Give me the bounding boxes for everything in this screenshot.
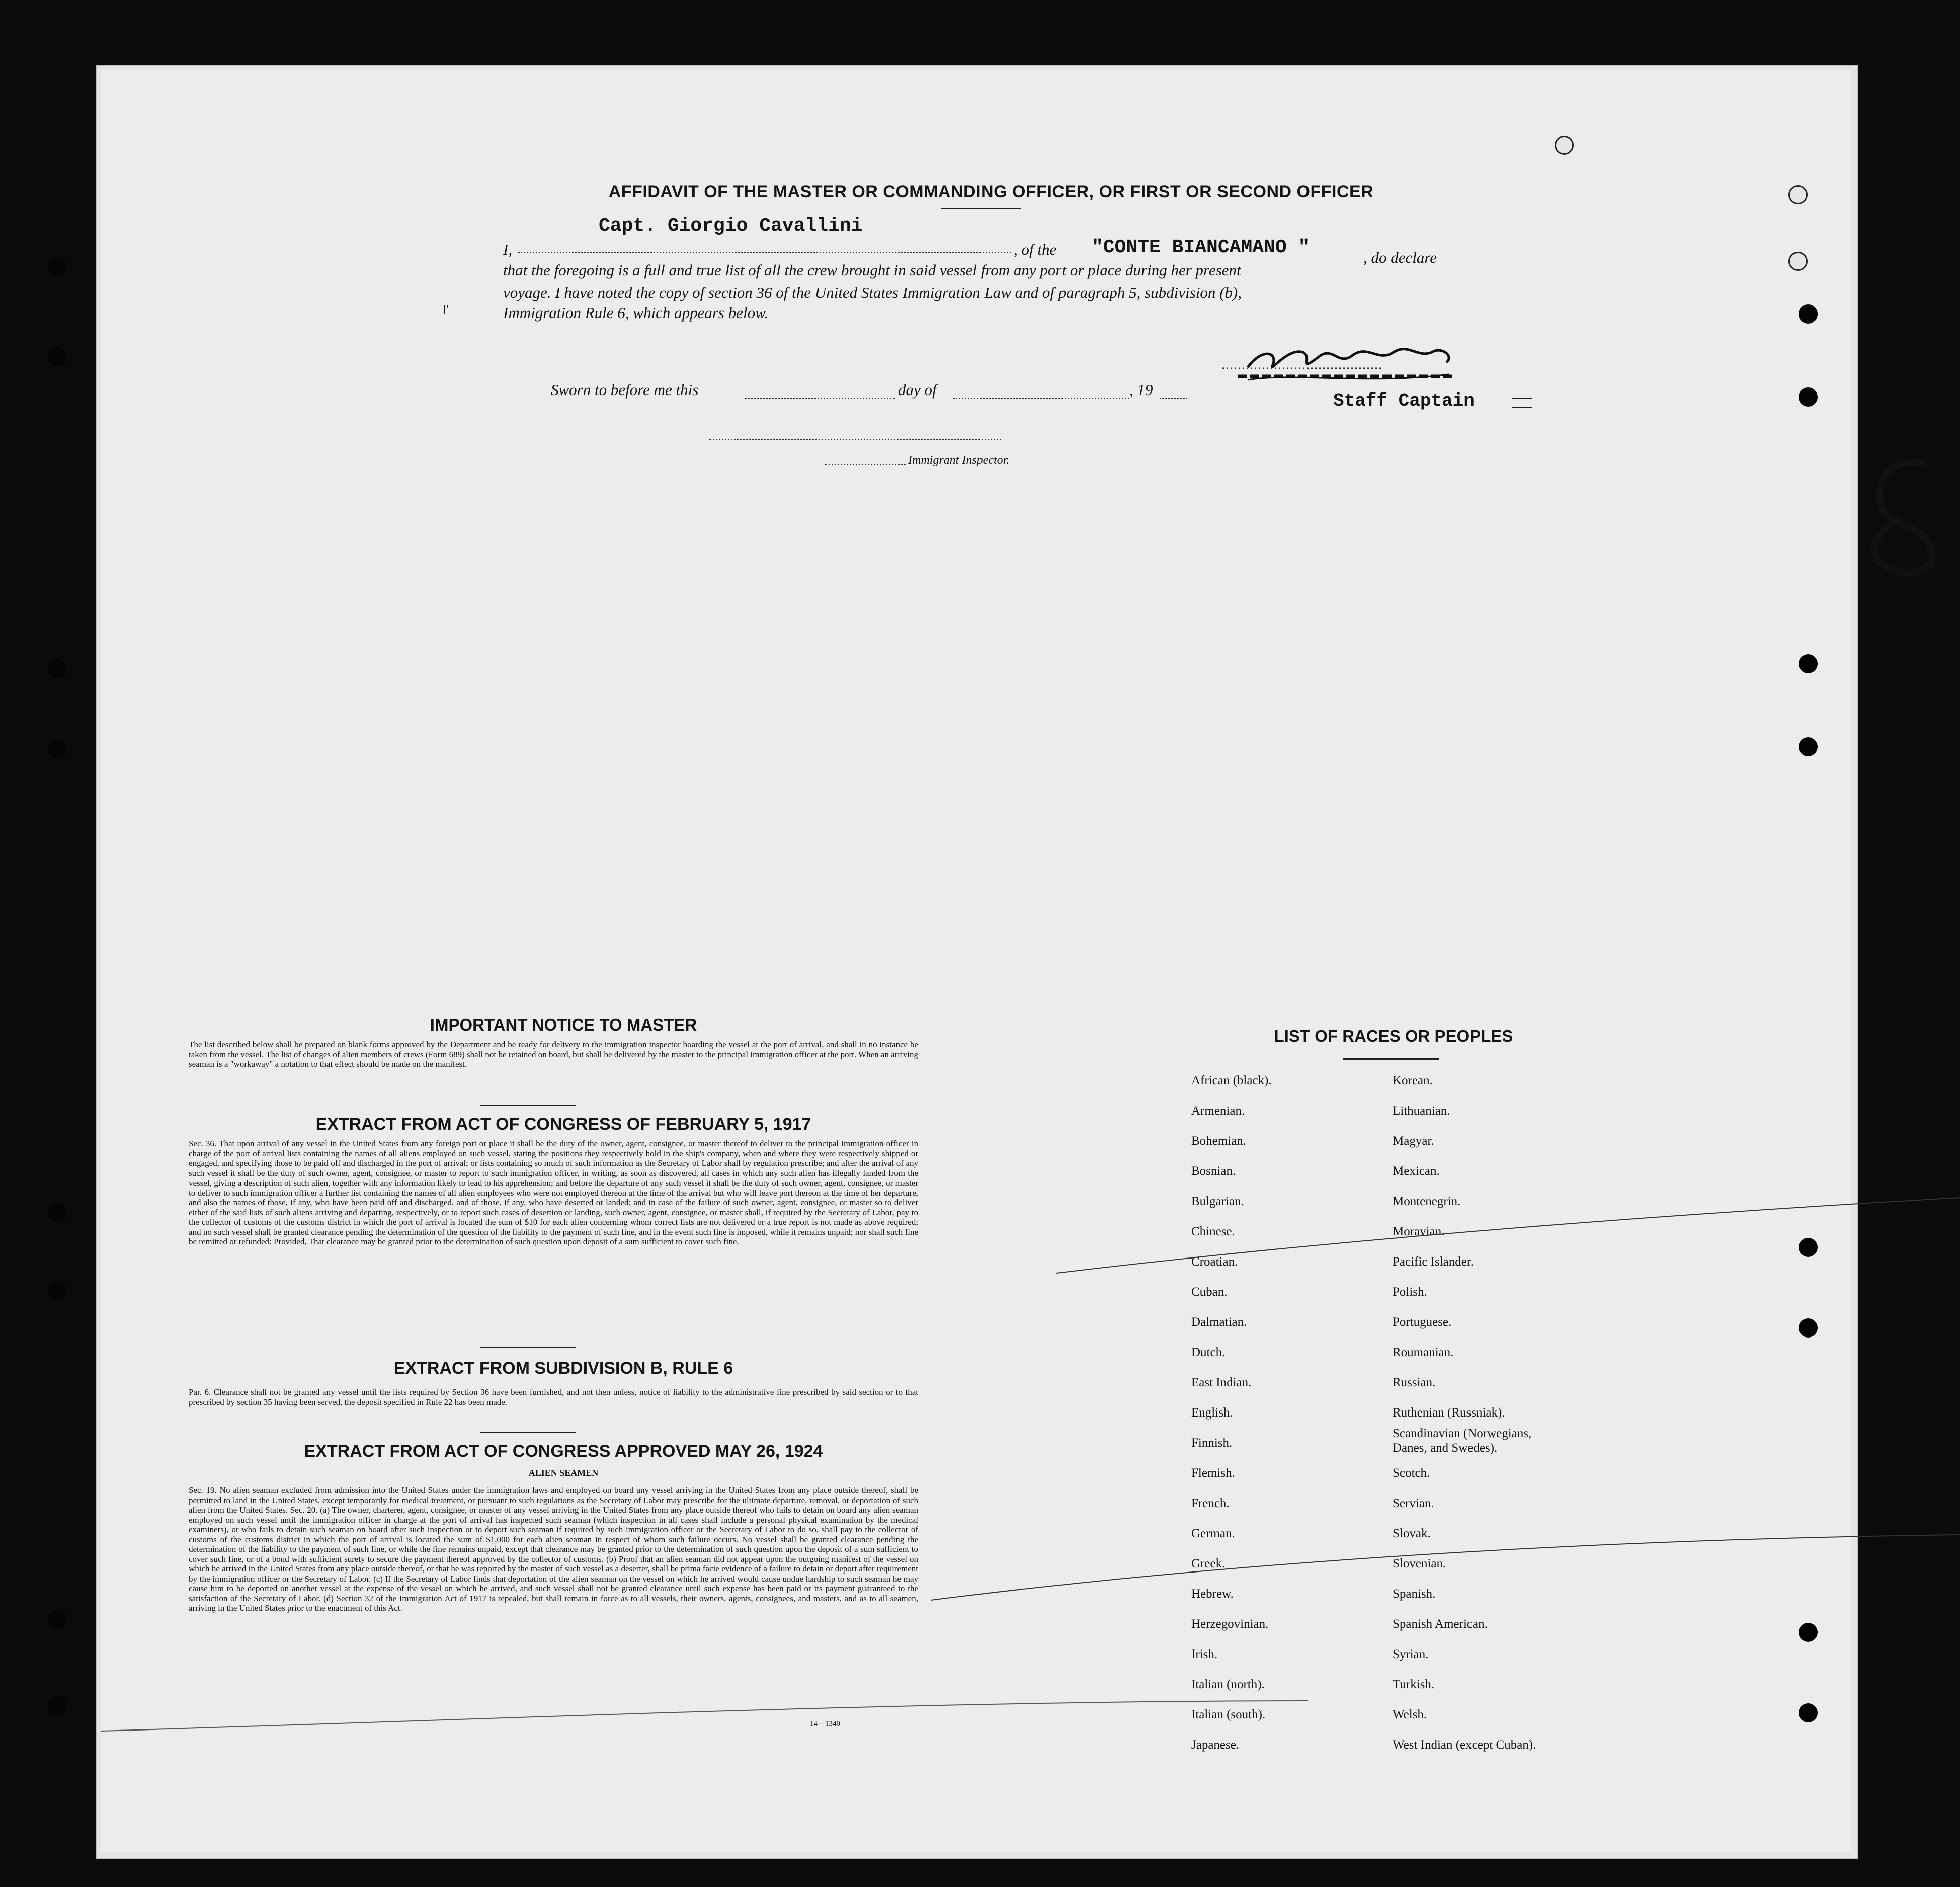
race-right: Mexican. (1393, 1164, 1440, 1178)
notice-title: IMPORTANT NOTICE TO MASTER (430, 1015, 697, 1034)
race-right: Spanish American. (1393, 1617, 1488, 1631)
i-label: I, (503, 241, 513, 258)
day-of-label: day of (898, 381, 937, 399)
sworn-label: Sworn to before me this (551, 381, 699, 399)
race-right: Pacific Islander. (1393, 1255, 1474, 1269)
race-left: Irish. (1191, 1647, 1218, 1661)
race-left: Bulgarian. (1191, 1195, 1244, 1208)
signature-title: Staff Captain (1333, 390, 1475, 411)
race-left: Finnish. (1191, 1436, 1233, 1450)
form-number: 14—1340 (810, 1720, 840, 1728)
race-left: Japanese. (1191, 1738, 1240, 1752)
race-left: Italian (north). (1191, 1678, 1265, 1691)
extract-1924-text: Sec. 19. No alien seaman excluded from admission into the United States under the immigration laws and employed on board any vessel arriving in the United States from any place outside thereof, shall be permitted to land in the United States, except temporarily for medical treatment, or pursuant to such regulations as the Secretary of Labor may prescribe for the ultimate departure, removal, or deportation of such alien from the United States. Sec. 20. (a) The owner, charterer, agent, consignee, or master of any vessel arriving in the United States from any place outside thereof who fails to detain on board any alien seaman employed on such vessel until the immigration officer in charge at the port of arrival has inspected such seaman (which inspection in all cases shall include a personal physical examination by the medical examiners), or who fails to detain such seaman on board after such inspection or to deport such seaman if required by such immigration officer or the Secretary of Labor to do so, shall pay to the collector of customs of the customs district in which the port of arrival is located the sum of $1,000 for each alien seaman in respect of whom such failure occurs. No vessel shall be granted clearance pending the determination of the liability to the payment of such fine, or while the fine remains unpaid, except that clearance may be granted prior to the determination of such question upon the deposit of a sum sufficient to cover such fine, or of a bond with sufficient surety to secure the payment thereof approved by the collector of customs. (b) Proof that an alien seaman did not appear upon the outgoing manifest of the vessel on which he arrived in the United States from any place outside thereof, or that he was reported by the master of such vessel as a deserter, shall be prima facie evidence of a failure to detain or deport after requirement by the immigration officer or the Secretary of Labor. (c) If the Secretary of Labor finds that deportation of the alien seaman on the vessel on which he arrived would cause undue hardship to such seaman he may cause him to be deported on another vessel at the expense of the vessel on which he arrived, and such vessel shall not be granted clearance until such expense has been paid or its payment guaranteed to the satisfaction of the Secretary of Labor. (d) Section 32 of the Immigration Act of 1917 is repealed, but shall remain in force as to all vessels, their owners, agents, consignees, and masters, and as to all seamen, arriving in the United States prior to the enactment of this Act. (189, 1485, 918, 1613)
race-left: Dalmatian. (1191, 1315, 1247, 1329)
officer-name: Capt. Giorgio Cavallini (599, 215, 863, 237)
race-right: Syrian. (1393, 1647, 1429, 1661)
race-left: Hebrew. (1191, 1587, 1234, 1601)
extract-1917-text: Sec. 36. That upon arrival of any vessel in the United States from any foreign port or place it shall be the duty of the owner, agent, consignee, or master thereof to deliver to the principal immigration officer in charge of the port of arrival lists containing the names of all aliens employed on such vessel, stating the positions they respectively hold in the ship's company, when and where they were respectively shipped or engaged, and specifying those to be paid off and discharged in the port of arrival; or lists containing so much of such information as the Secretary of Labor shall by regulation prescribe; and after the arrival of any such vessel it shall be the duty of such owner, agent, consignee, or master to report to such immigration officer, in writing, as soon as discovered, all cases in which any such alien has illegally landed from the vessel, giving a description of such alien, together with any information likely to lead to his apprehension; and before the departure of any such vessel it shall be the duty of such owner, agent, consignee, or master to deliver to such immigration officer a further list containing the names of all alien employees who were not employed thereon at the time of the arrival but who will leave port thereon at the time of her departure, and also the names of those, if any, who have been paid off and discharged, and of those, if any, who have deserted or landed; and in case of the failure of such owner, agent, consignee, or master so to deliver either of the said lists of such aliens arriving and departing, respectively, or to report such cases of desertion or landing, such owner, agent, consignee, or master shall, if required by the Secretary of Labor, pay to the collector of customs of the customs district in which the port of arrival is located the sum of $10 for each alien concerning whom correct lists are not delivered or a true report is not made as above required; and no such vessel shall be granted clearance pending the determination of the question of the liability to the payment of such fine, and in the event such fine is imposed, while it remains unpaid; nor shall such fine be remitted or refunded: Provided, That clearance may be granted prior to the determination of such question upon deposit of a sum sufficient to cover such fine. (189, 1139, 918, 1246)
race-right: Portuguese. (1393, 1315, 1452, 1329)
race-right: Scandinavian (Norwegians, Danes, and Swedes). (1393, 1427, 1532, 1455)
race-left: English. (1191, 1406, 1233, 1420)
extract-1924-subtitle: ALIEN SEAMEN (528, 1468, 599, 1478)
year-label: , 19 (1129, 381, 1153, 399)
race-right: Montenegrin. (1393, 1195, 1461, 1208)
affidavit-line-2: voyage. I have noted the copy of section 36 of the United States Immigration Law and of paragraph 5, subdivision (b), (503, 284, 1242, 301)
race-right: Polish. (1393, 1285, 1427, 1299)
affidavit-line-3: Immigration Rule 6, which appears below. (503, 304, 769, 322)
race-right: Slovak. (1393, 1527, 1431, 1540)
race-left: East Indian. (1191, 1376, 1252, 1389)
race-left: Flemish. (1191, 1466, 1235, 1480)
race-right: Servian. (1393, 1497, 1434, 1510)
extract-1917-title: EXTRACT FROM ACT OF CONGRESS OF FEBRUARY 5, 1917 (315, 1115, 811, 1134)
race-left: French. (1191, 1497, 1230, 1510)
race-left: Croatian. (1191, 1255, 1238, 1269)
rule6-title: EXTRACT FROM SUBDIVISION B, RULE 6 (393, 1359, 733, 1378)
race-right: Roumanian. (1393, 1346, 1454, 1359)
affidavit-title: AFFIDAVIT OF THE MASTER OR COMMANDING OFFICER, OR FIRST OR SECOND OFFICER (608, 182, 1374, 201)
race-right: Welsh. (1393, 1708, 1427, 1721)
race-left: Cuban. (1191, 1285, 1228, 1299)
race-left: Greek. (1191, 1557, 1226, 1570)
of-the-label: , of the (1014, 241, 1057, 258)
race-left: Chinese. (1191, 1225, 1235, 1238)
race-right: Russian. (1393, 1376, 1436, 1389)
race-left: African (black). (1191, 1074, 1272, 1087)
rule6-text: Par. 6. Clearance shall not be granted any vessel until the lists required by Section 36 have been furnished, and not then unless, notice of liability to the administrative fine prescribed by said section or to that prescribed by section 35 having been served, the deposit specified in Rule 22 has been made. (189, 1387, 918, 1407)
race-right: Magyar. (1393, 1134, 1434, 1148)
race-left: German. (1191, 1527, 1235, 1540)
race-left: Dutch. (1191, 1346, 1226, 1359)
race-right: Turkish. (1393, 1678, 1435, 1691)
race-right: Slovenian. (1393, 1557, 1446, 1570)
notice-text: The list described below shall be prepared on blank forms approved by the Department and be ready for delivery to the immigration inspector boarding the vessel at the port of arrival, and shall in no instance be taken from the vessel. The list of changes of alien members of crews (Form 689) shall not be retained on board, but shall be delivered by the master to the principal immigration officer at the port. When an arriving seaman is a "workaway" a notation to that effect should be made on the manifest. (189, 1040, 918, 1069)
affidavit-line-1: that the foregoing is a full and true list of all the crew brought in said vessel from any port or place during her present (503, 261, 1241, 279)
extract-1924-title: EXTRACT FROM ACT OF CONGRESS APPROVED MAY 26, 1924 (304, 1442, 823, 1461)
race-right: Ruthenian (Russniak). (1393, 1406, 1505, 1420)
vessel-name: "CONTE BIANCAMANO " (1092, 237, 1310, 258)
race-right: Spanish. (1393, 1587, 1436, 1601)
race-left: Bohemian. (1191, 1134, 1247, 1148)
race-left: Bosnian. (1191, 1164, 1236, 1178)
race-right: Lithuanian. (1393, 1104, 1450, 1118)
race-left: Armenian. (1191, 1104, 1245, 1118)
do-declare-label: , do declare (1363, 249, 1437, 266)
race-left: Italian (south). (1191, 1708, 1266, 1721)
race-right: West Indian (except Cuban). (1393, 1738, 1536, 1752)
races-title: LIST OF RACES OR PEOPLES (1274, 1027, 1513, 1045)
race-right: Korean. (1393, 1074, 1433, 1087)
race-right: Moravian. (1393, 1225, 1445, 1238)
margin-mark: I' (443, 302, 449, 317)
inspector-label: Immigrant Inspector. (908, 454, 1010, 467)
race-right: Scotch. (1393, 1466, 1430, 1480)
race-left: Herzegovinian. (1191, 1617, 1269, 1631)
